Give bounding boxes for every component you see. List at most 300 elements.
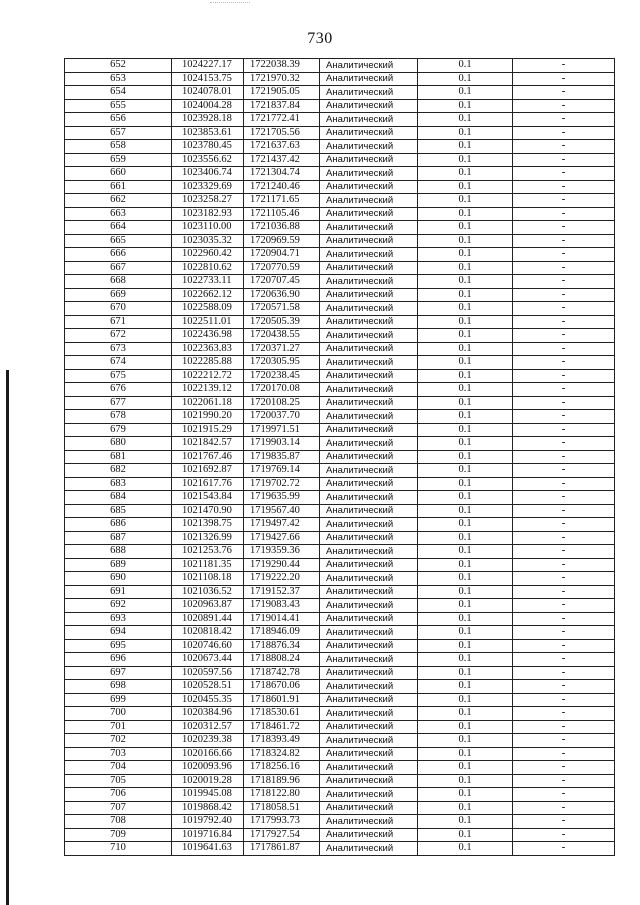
- table-row: [65, 558, 615, 572]
- note-cell: -: [513, 99, 615, 113]
- table-row: [65, 585, 615, 599]
- point-number-cell: 706: [65, 788, 172, 802]
- y-coordinate-cell: 1719290.44: [244, 558, 320, 572]
- table-row: [65, 801, 615, 815]
- y-coordinate-cell: 1721837.84: [244, 99, 320, 113]
- table-row: [65, 207, 615, 221]
- accuracy-cell: 0.1: [418, 653, 513, 667]
- y-coordinate-cell: 1719903.14: [244, 437, 320, 451]
- accuracy-cell: 0.1: [418, 99, 513, 113]
- x-coordinate-cell: 1024004.28: [172, 99, 244, 113]
- accuracy-cell: 0.1: [418, 720, 513, 734]
- method-cell: Аналитический: [320, 720, 418, 734]
- method-cell: Аналитический: [320, 815, 418, 829]
- accuracy-cell: 0.1: [418, 734, 513, 748]
- point-number-cell: 653: [65, 72, 172, 86]
- accuracy-cell: 0.1: [418, 437, 513, 451]
- method-cell: Аналитический: [320, 572, 418, 586]
- method-cell: Аналитический: [320, 275, 418, 289]
- table-row: [65, 437, 615, 451]
- table-row: [65, 423, 615, 437]
- x-coordinate-cell: 1020384.96: [172, 707, 244, 721]
- point-number-cell: 676: [65, 383, 172, 397]
- y-coordinate-cell: 1718530.61: [244, 707, 320, 721]
- method-cell: Аналитический: [320, 288, 418, 302]
- table-row: [65, 140, 615, 154]
- accuracy-cell: 0.1: [418, 693, 513, 707]
- x-coordinate-cell: 1019868.42: [172, 801, 244, 815]
- x-coordinate-cell: 1023406.74: [172, 167, 244, 181]
- note-cell: -: [513, 599, 615, 613]
- table-row: [65, 248, 615, 262]
- method-cell: Аналитический: [320, 842, 418, 856]
- method-cell: Аналитический: [320, 221, 418, 235]
- accuracy-cell: 0.1: [418, 315, 513, 329]
- x-coordinate-cell: 1023258.27: [172, 194, 244, 208]
- accuracy-cell: 0.1: [418, 86, 513, 100]
- point-number-cell: 700: [65, 707, 172, 721]
- point-number-cell: 679: [65, 423, 172, 437]
- method-cell: Аналитический: [320, 774, 418, 788]
- note-cell: -: [513, 140, 615, 154]
- point-number-cell: 690: [65, 572, 172, 586]
- note-cell: -: [513, 761, 615, 775]
- table-row: [65, 72, 615, 86]
- method-cell: Аналитический: [320, 680, 418, 694]
- x-coordinate-cell: 1020528.51: [172, 680, 244, 694]
- point-number-cell: 691: [65, 585, 172, 599]
- point-number-cell: 688: [65, 545, 172, 559]
- method-cell: Аналитический: [320, 396, 418, 410]
- accuracy-cell: 0.1: [418, 275, 513, 289]
- table-row: [65, 369, 615, 383]
- x-coordinate-cell: 1022061.18: [172, 396, 244, 410]
- point-number-cell: 668: [65, 275, 172, 289]
- x-coordinate-cell: 1023035.32: [172, 234, 244, 248]
- table-row: [65, 626, 615, 640]
- table-row: [65, 639, 615, 653]
- note-cell: -: [513, 464, 615, 478]
- accuracy-cell: 0.1: [418, 180, 513, 194]
- method-cell: Аналитический: [320, 59, 418, 73]
- point-number-cell: 692: [65, 599, 172, 613]
- note-cell: -: [513, 342, 615, 356]
- accuracy-cell: 0.1: [418, 626, 513, 640]
- y-coordinate-cell: 1719222.20: [244, 572, 320, 586]
- x-coordinate-cell: 1019792.40: [172, 815, 244, 829]
- method-cell: Аналитический: [320, 545, 418, 559]
- note-cell: -: [513, 288, 615, 302]
- method-cell: Аналитический: [320, 113, 418, 127]
- x-coordinate-cell: 1021692.87: [172, 464, 244, 478]
- x-coordinate-cell: 1022363.83: [172, 342, 244, 356]
- table-row: [65, 707, 615, 721]
- method-cell: Аналитический: [320, 261, 418, 275]
- accuracy-cell: 0.1: [418, 450, 513, 464]
- method-cell: Аналитический: [320, 693, 418, 707]
- x-coordinate-cell: 1020597.56: [172, 666, 244, 680]
- method-cell: Аналитический: [320, 599, 418, 613]
- table-row: [65, 180, 615, 194]
- accuracy-cell: 0.1: [418, 207, 513, 221]
- point-number-cell: 658: [65, 140, 172, 154]
- point-number-cell: 672: [65, 329, 172, 343]
- x-coordinate-cell: 1022285.88: [172, 356, 244, 370]
- table-row: [65, 410, 615, 424]
- note-cell: -: [513, 302, 615, 316]
- table-row: [65, 761, 615, 775]
- y-coordinate-cell: 1720770.59: [244, 261, 320, 275]
- accuracy-cell: 0.1: [418, 504, 513, 518]
- table-row: [65, 153, 615, 167]
- point-number-cell: 683: [65, 477, 172, 491]
- accuracy-cell: 0.1: [418, 788, 513, 802]
- method-cell: Аналитический: [320, 450, 418, 464]
- x-coordinate-cell: 1023556.62: [172, 153, 244, 167]
- x-coordinate-cell: 1021842.57: [172, 437, 244, 451]
- note-cell: -: [513, 221, 615, 235]
- point-number-cell: 659: [65, 153, 172, 167]
- x-coordinate-cell: 1024153.75: [172, 72, 244, 86]
- method-cell: Аналитический: [320, 302, 418, 316]
- x-coordinate-cell: 1022436.98: [172, 329, 244, 343]
- y-coordinate-cell: 1719359.36: [244, 545, 320, 559]
- accuracy-cell: 0.1: [418, 707, 513, 721]
- note-cell: -: [513, 437, 615, 451]
- note-cell: -: [513, 558, 615, 572]
- accuracy-cell: 0.1: [418, 234, 513, 248]
- y-coordinate-cell: 1720170.08: [244, 383, 320, 397]
- x-coordinate-cell: 1021181.35: [172, 558, 244, 572]
- x-coordinate-cell: 1020963.87: [172, 599, 244, 613]
- method-cell: Аналитический: [320, 167, 418, 181]
- method-cell: Аналитический: [320, 248, 418, 262]
- point-number-cell: 655: [65, 99, 172, 113]
- y-coordinate-cell: 1718601.91: [244, 693, 320, 707]
- table-row: [65, 828, 615, 842]
- point-number-cell: 693: [65, 612, 172, 626]
- y-coordinate-cell: 1721970.32: [244, 72, 320, 86]
- table-row: [65, 167, 615, 181]
- method-cell: Аналитический: [320, 747, 418, 761]
- y-coordinate-cell: 1721036.88: [244, 221, 320, 235]
- note-cell: -: [513, 734, 615, 748]
- x-coordinate-cell: 1021915.29: [172, 423, 244, 437]
- x-coordinate-cell: 1020746.60: [172, 639, 244, 653]
- x-coordinate-cell: 1020093.96: [172, 761, 244, 775]
- note-cell: -: [513, 491, 615, 505]
- y-coordinate-cell: 1721304.74: [244, 167, 320, 181]
- accuracy-cell: 0.1: [418, 774, 513, 788]
- accuracy-cell: 0.1: [418, 167, 513, 181]
- point-number-cell: 662: [65, 194, 172, 208]
- x-coordinate-cell: 1023853.61: [172, 126, 244, 140]
- accuracy-cell: 0.1: [418, 585, 513, 599]
- accuracy-cell: 0.1: [418, 302, 513, 316]
- method-cell: Аналитический: [320, 315, 418, 329]
- table-row: [65, 599, 615, 613]
- method-cell: Аналитический: [320, 329, 418, 343]
- accuracy-cell: 0.1: [418, 761, 513, 775]
- y-coordinate-cell: 1721240.46: [244, 180, 320, 194]
- accuracy-cell: 0.1: [418, 383, 513, 397]
- accuracy-cell: 0.1: [418, 518, 513, 532]
- table-row: [65, 572, 615, 586]
- note-cell: -: [513, 788, 615, 802]
- y-coordinate-cell: 1718324.82: [244, 747, 320, 761]
- accuracy-cell: 0.1: [418, 599, 513, 613]
- y-coordinate-cell: 1720505.39: [244, 315, 320, 329]
- point-number-cell: 669: [65, 288, 172, 302]
- y-coordinate-cell: 1720371.27: [244, 342, 320, 356]
- y-coordinate-cell: 1721437.42: [244, 153, 320, 167]
- note-cell: -: [513, 653, 615, 667]
- scan-artifact: [210, 2, 250, 9]
- table-row: [65, 815, 615, 829]
- method-cell: Аналитический: [320, 72, 418, 86]
- table-row: [65, 342, 615, 356]
- x-coordinate-cell: 1023110.00: [172, 221, 244, 235]
- method-cell: Аналитический: [320, 612, 418, 626]
- accuracy-cell: 0.1: [418, 572, 513, 586]
- point-number-cell: 664: [65, 221, 172, 235]
- y-coordinate-cell: 1718058.51: [244, 801, 320, 815]
- note-cell: -: [513, 423, 615, 437]
- x-coordinate-cell: 1024227.17: [172, 59, 244, 73]
- y-coordinate-cell: 1718393.49: [244, 734, 320, 748]
- point-number-cell: 674: [65, 356, 172, 370]
- table-row: [65, 86, 615, 100]
- accuracy-cell: 0.1: [418, 680, 513, 694]
- method-cell: Аналитический: [320, 126, 418, 140]
- x-coordinate-cell: 1021543.84: [172, 491, 244, 505]
- table-row: [65, 788, 615, 802]
- table-row: [65, 329, 615, 343]
- method-cell: Аналитический: [320, 410, 418, 424]
- accuracy-cell: 0.1: [418, 261, 513, 275]
- point-number-cell: 670: [65, 302, 172, 316]
- x-coordinate-cell: 1023928.18: [172, 113, 244, 127]
- y-coordinate-cell: 1721705.56: [244, 126, 320, 140]
- note-cell: -: [513, 801, 615, 815]
- y-coordinate-cell: 1720037.70: [244, 410, 320, 424]
- method-cell: Аналитический: [320, 194, 418, 208]
- accuracy-cell: 0.1: [418, 288, 513, 302]
- point-number-cell: 666: [65, 248, 172, 262]
- accuracy-cell: 0.1: [418, 747, 513, 761]
- accuracy-cell: 0.1: [418, 248, 513, 262]
- point-number-cell: 667: [65, 261, 172, 275]
- note-cell: -: [513, 531, 615, 545]
- note-cell: -: [513, 572, 615, 586]
- x-coordinate-cell: 1021036.52: [172, 585, 244, 599]
- y-coordinate-cell: 1721171.65: [244, 194, 320, 208]
- point-number-cell: 665: [65, 234, 172, 248]
- table-row: [65, 261, 615, 275]
- x-coordinate-cell: 1021470.90: [172, 504, 244, 518]
- note-cell: -: [513, 639, 615, 653]
- y-coordinate-cell: 1720305.95: [244, 356, 320, 370]
- accuracy-cell: 0.1: [418, 842, 513, 856]
- note-cell: -: [513, 626, 615, 640]
- note-cell: -: [513, 356, 615, 370]
- note-cell: -: [513, 275, 615, 289]
- table-row: [65, 59, 615, 73]
- point-number-cell: 677: [65, 396, 172, 410]
- point-number-cell: 705: [65, 774, 172, 788]
- point-number-cell: 686: [65, 518, 172, 532]
- x-coordinate-cell: 1021617.76: [172, 477, 244, 491]
- accuracy-cell: 0.1: [418, 194, 513, 208]
- x-coordinate-cell: 1020673.44: [172, 653, 244, 667]
- y-coordinate-cell: 1719769.14: [244, 464, 320, 478]
- table-row: [65, 653, 615, 667]
- method-cell: Аналитический: [320, 86, 418, 100]
- note-cell: -: [513, 450, 615, 464]
- note-cell: -: [513, 329, 615, 343]
- y-coordinate-cell: 1718742.78: [244, 666, 320, 680]
- method-cell: Аналитический: [320, 234, 418, 248]
- y-coordinate-cell: 1720571.58: [244, 302, 320, 316]
- point-number-cell: 708: [65, 815, 172, 829]
- x-coordinate-cell: 1021326.99: [172, 531, 244, 545]
- y-coordinate-cell: 1718946.09: [244, 626, 320, 640]
- note-cell: -: [513, 504, 615, 518]
- table-row: [65, 383, 615, 397]
- accuracy-cell: 0.1: [418, 369, 513, 383]
- method-cell: Аналитический: [320, 639, 418, 653]
- y-coordinate-cell: 1720969.59: [244, 234, 320, 248]
- table-row: [65, 356, 615, 370]
- note-cell: -: [513, 113, 615, 127]
- x-coordinate-cell: 1022662.12: [172, 288, 244, 302]
- table-row: [65, 464, 615, 478]
- point-number-cell: 656: [65, 113, 172, 127]
- y-coordinate-cell: 1719427.66: [244, 531, 320, 545]
- method-cell: Аналитический: [320, 437, 418, 451]
- accuracy-cell: 0.1: [418, 140, 513, 154]
- note-cell: -: [513, 815, 615, 829]
- accuracy-cell: 0.1: [418, 491, 513, 505]
- accuracy-cell: 0.1: [418, 612, 513, 626]
- x-coordinate-cell: 1019716.84: [172, 828, 244, 842]
- accuracy-cell: 0.1: [418, 464, 513, 478]
- y-coordinate-cell: 1718256.16: [244, 761, 320, 775]
- accuracy-cell: 0.1: [418, 423, 513, 437]
- note-cell: -: [513, 707, 615, 721]
- table-row: [65, 612, 615, 626]
- table-row: [65, 842, 615, 856]
- point-number-cell: 675: [65, 369, 172, 383]
- note-cell: -: [513, 207, 615, 221]
- point-number-cell: 685: [65, 504, 172, 518]
- method-cell: Аналитический: [320, 518, 418, 532]
- method-cell: Аналитический: [320, 707, 418, 721]
- note-cell: -: [513, 680, 615, 694]
- method-cell: Аналитический: [320, 531, 418, 545]
- note-cell: -: [513, 86, 615, 100]
- note-cell: -: [513, 747, 615, 761]
- table-row: [65, 734, 615, 748]
- point-number-cell: 702: [65, 734, 172, 748]
- table-row: [65, 99, 615, 113]
- point-number-cell: 695: [65, 639, 172, 653]
- method-cell: Аналитический: [320, 504, 418, 518]
- table-row: [65, 720, 615, 734]
- note-cell: -: [513, 693, 615, 707]
- table-row: [65, 531, 615, 545]
- y-coordinate-cell: 1720636.90: [244, 288, 320, 302]
- x-coordinate-cell: 1020891.44: [172, 612, 244, 626]
- point-number-cell: 687: [65, 531, 172, 545]
- accuracy-cell: 0.1: [418, 153, 513, 167]
- accuracy-cell: 0.1: [418, 815, 513, 829]
- x-coordinate-cell: 1020312.57: [172, 720, 244, 734]
- x-coordinate-cell: 1021767.46: [172, 450, 244, 464]
- point-number-cell: 682: [65, 464, 172, 478]
- point-number-cell: 684: [65, 491, 172, 505]
- y-coordinate-cell: 1721772.41: [244, 113, 320, 127]
- note-cell: -: [513, 612, 615, 626]
- x-coordinate-cell: 1023182.93: [172, 207, 244, 221]
- y-coordinate-cell: 1720438.55: [244, 329, 320, 343]
- table-row: [65, 518, 615, 532]
- coordinates-table: [64, 58, 615, 856]
- point-number-cell: 652: [65, 59, 172, 73]
- y-coordinate-cell: 1720108.25: [244, 396, 320, 410]
- method-cell: Аналитический: [320, 180, 418, 194]
- accuracy-cell: 0.1: [418, 126, 513, 140]
- accuracy-cell: 0.1: [418, 396, 513, 410]
- table-row: [65, 680, 615, 694]
- y-coordinate-cell: 1719835.87: [244, 450, 320, 464]
- method-cell: Аналитический: [320, 491, 418, 505]
- method-cell: Аналитический: [320, 369, 418, 383]
- accuracy-cell: 0.1: [418, 329, 513, 343]
- method-cell: Аналитический: [320, 761, 418, 775]
- x-coordinate-cell: 1020239.38: [172, 734, 244, 748]
- point-number-cell: 657: [65, 126, 172, 140]
- note-cell: -: [513, 396, 615, 410]
- method-cell: Аналитический: [320, 153, 418, 167]
- method-cell: Аналитический: [320, 356, 418, 370]
- method-cell: Аналитический: [320, 342, 418, 356]
- point-number-cell: 704: [65, 761, 172, 775]
- table-row: [65, 747, 615, 761]
- point-number-cell: 689: [65, 558, 172, 572]
- x-coordinate-cell: 1021990.20: [172, 410, 244, 424]
- table-row: [65, 396, 615, 410]
- method-cell: Аналитический: [320, 666, 418, 680]
- table-row: [65, 477, 615, 491]
- point-number-cell: 654: [65, 86, 172, 100]
- accuracy-cell: 0.1: [418, 410, 513, 424]
- x-coordinate-cell: 1023780.45: [172, 140, 244, 154]
- note-cell: -: [513, 545, 615, 559]
- x-coordinate-cell: 1024078.01: [172, 86, 244, 100]
- y-coordinate-cell: 1721905.05: [244, 86, 320, 100]
- x-coordinate-cell: 1022139.12: [172, 383, 244, 397]
- note-cell: -: [513, 59, 615, 73]
- note-cell: -: [513, 72, 615, 86]
- point-number-cell: 696: [65, 653, 172, 667]
- point-number-cell: 661: [65, 180, 172, 194]
- method-cell: Аналитический: [320, 477, 418, 491]
- x-coordinate-cell: 1022212.72: [172, 369, 244, 383]
- accuracy-cell: 0.1: [418, 59, 513, 73]
- table-row: [65, 194, 615, 208]
- note-cell: -: [513, 720, 615, 734]
